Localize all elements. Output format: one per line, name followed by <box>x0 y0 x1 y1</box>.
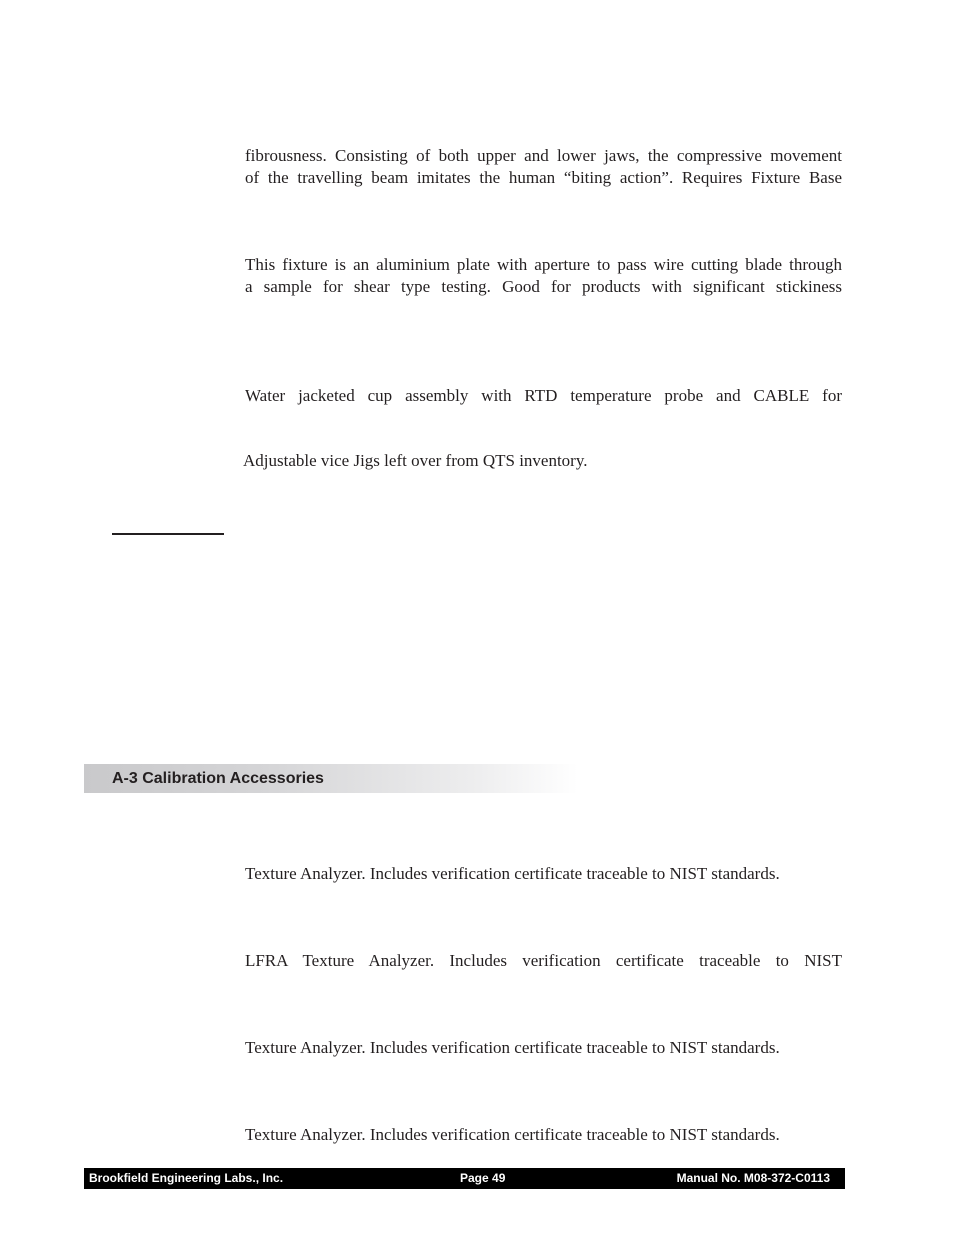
footer-page-number: Page 49 <box>460 1171 506 1185</box>
section-heading-bar <box>84 764 578 793</box>
paragraph-2-line-1: This fixture is an aluminium plate with aperture to pass wire cutting blade through <box>245 255 842 274</box>
section-title: A-3 Calibration Accessories <box>112 770 324 787</box>
calibration-item-3: Texture Analyzer. Includes verification certificate traceable to NIST standards. <box>245 1038 780 1057</box>
footer-company: Brookfield Engineering Labs., Inc. <box>89 1171 284 1185</box>
divider-rule <box>112 533 224 535</box>
paragraph-1-line-1: fibrousness. Consisting of both upper and lower jaws, the compressive movement <box>245 146 842 165</box>
paragraph-4-line-1: Adjustable vice Jigs left over from QTS inventory. <box>243 451 588 470</box>
paragraph-1-line-2: of the travelling beam imitates the human “biting action”. Requires Fixture Base <box>245 168 842 187</box>
footer-manual-number: Manual No. M08-372-C0113 <box>676 1171 830 1185</box>
calibration-item-2: LFRA Texture Analyzer. Includes verification certificate traceable to NIST <box>245 951 842 970</box>
calibration-item-1: Texture Analyzer. Includes verification certificate traceable to NIST standards. <box>245 864 780 883</box>
calibration-item-4: Texture Analyzer. Includes verification certificate traceable to NIST standards. <box>245 1125 780 1144</box>
paragraph-2-line-2: a sample for shear type testing. Good for products with significant stickiness <box>245 277 842 296</box>
paragraph-3-line-1: Water jacketed cup assembly with RTD temperature probe and CABLE for <box>245 386 842 405</box>
page-footer <box>84 1168 845 1189</box>
